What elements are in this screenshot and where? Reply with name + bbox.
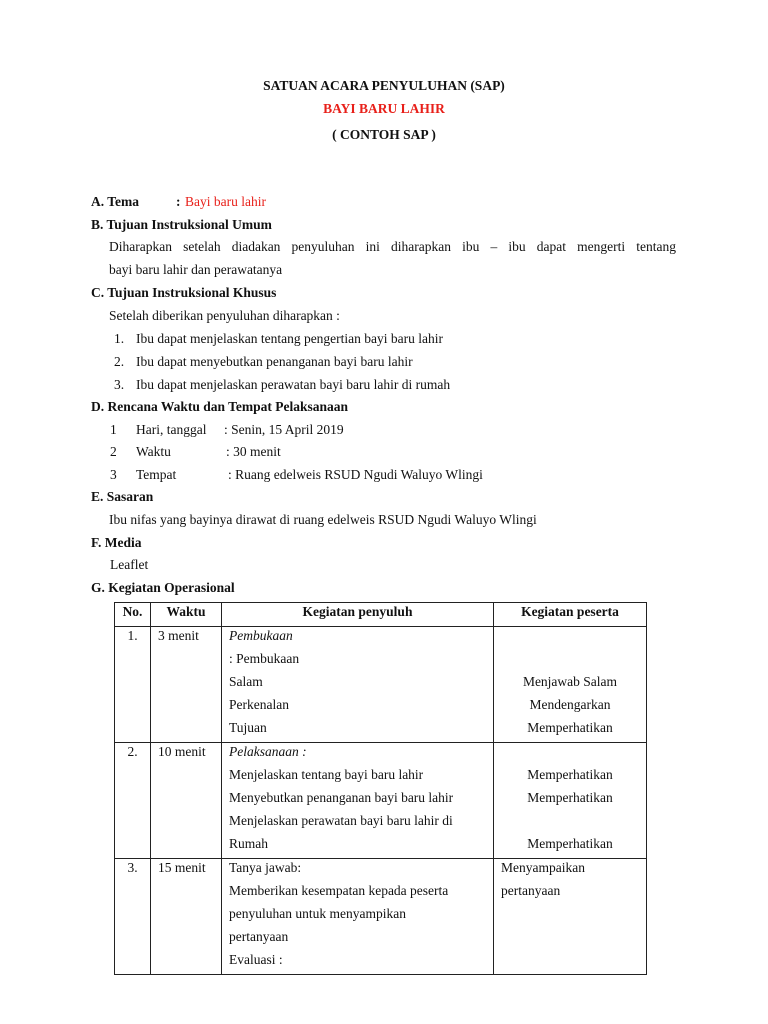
section-d-item-key: Tempat xyxy=(136,467,177,482)
section-d-label: D. Rencana Waktu dan Tempat Pelaksanaan xyxy=(91,399,349,414)
row-waktu: 3 menit xyxy=(158,628,199,643)
table-row xyxy=(115,627,647,743)
peserta-line xyxy=(494,743,646,766)
peserta-line: Menjawab Salam xyxy=(522,674,618,689)
section-c-item-num: 3. xyxy=(114,377,125,392)
section-c-item-text: Ibu dapat menjelaskan tentang pengertian bayi baru lahir xyxy=(136,331,444,346)
peserta-line xyxy=(501,928,646,951)
section-c-item-num: 1. xyxy=(114,331,125,346)
operational-activity-table xyxy=(114,602,647,975)
section-d-item-value: : Senin, 15 April 2019 xyxy=(224,422,344,437)
row-waktu: 10 menit xyxy=(158,744,206,759)
document-note: ( CONTOH SAP ) xyxy=(332,127,436,142)
peserta-line: Memperhatikan xyxy=(527,767,613,782)
row-no: 2. xyxy=(127,744,138,759)
section-c-intro: Setelah diberikan penyuluhan diharapkan : xyxy=(109,308,340,323)
section-a-colon: : xyxy=(176,194,181,209)
table-header-waktu: Waktu xyxy=(151,603,222,627)
penyuluh-line: pertanyaan xyxy=(229,929,289,944)
section-a-value: Bayi baru lahir xyxy=(185,194,266,209)
table-header-row xyxy=(115,603,647,627)
penyuluh-line: Menyebutkan penanganan bayi baru lahir xyxy=(229,790,454,805)
peserta-line: Memperhatikan xyxy=(527,790,613,805)
peserta-line: Mendengarkan xyxy=(529,697,611,712)
table-row xyxy=(115,743,647,859)
row-waktu-cell xyxy=(151,627,222,743)
row-penyuluh-cell xyxy=(222,859,494,975)
section-c-item-num: 2. xyxy=(114,354,125,369)
section-d-item-value: : 30 menit xyxy=(226,444,281,459)
row-no-cell xyxy=(115,859,151,975)
peserta-line: pertanyaan xyxy=(501,883,561,898)
table-header-no: No. xyxy=(115,603,151,627)
penyuluh-line: Rumah xyxy=(229,836,268,851)
section-f-text: Leaflet xyxy=(110,557,149,572)
row-penyuluh-cell xyxy=(222,743,494,859)
section-d-item-key: Hari, tanggal xyxy=(136,422,207,437)
peserta-line xyxy=(494,812,646,835)
penyuluh-line: Salam xyxy=(229,674,263,689)
section-a-label: A. Tema xyxy=(91,194,140,209)
peserta-line xyxy=(501,951,646,974)
peserta-line: Menyampaikan xyxy=(501,860,585,875)
peserta-line: Memperhatikan xyxy=(527,836,613,851)
row-waktu-cell xyxy=(151,859,222,975)
table-header-kegiatan-penyuluh: Kegiatan penyuluh xyxy=(222,603,494,627)
row-peserta-cell xyxy=(494,627,647,743)
penyuluh-line: Evaluasi : xyxy=(229,952,283,967)
section-e-text: Ibu nifas yang bayinya dirawat di ruang edelweis RSUD Ngudi Waluyo Wlingi xyxy=(109,512,537,527)
row-penyuluh-cell xyxy=(222,627,494,743)
row-peserta-cell xyxy=(494,859,647,975)
section-b-line1: Diharapkan setelah diadakan penyuluhan ini diharapkan ibu – ibu dapat mengerti tentang xyxy=(109,239,676,254)
section-b-line2: bayi baru lahir dan perawatanya xyxy=(109,262,283,277)
penyuluh-line: Perkenalan xyxy=(229,697,289,712)
section-e-label: E. Sasaran xyxy=(91,489,154,504)
document-subtitle: BAYI BARU LAHIR xyxy=(323,101,445,116)
document-title: SATUAN ACARA PENYULUHAN (SAP) xyxy=(263,78,505,93)
section-g-label: G. Kegiatan Operasional xyxy=(91,580,235,595)
section-d-item-value: : Ruang edelweis RSUD Ngudi Waluyo Wlingi xyxy=(228,467,483,482)
section-d-item-key: Waktu xyxy=(136,444,171,459)
section-d-item-num: 3 xyxy=(110,467,117,482)
section-d-item-num: 1 xyxy=(110,422,117,437)
section-f-label: F. Media xyxy=(91,535,142,550)
section-c-label: C. Tujuan Instruksional Khusus xyxy=(91,285,277,300)
penyuluh-line: Menjelaskan tentang bayi baru lahir xyxy=(229,767,424,782)
penyuluh-line: Tujuan xyxy=(229,720,267,735)
row-no: 3. xyxy=(127,860,138,875)
peserta-line xyxy=(494,627,646,650)
peserta-line xyxy=(494,650,646,673)
row-no: 1. xyxy=(127,628,138,643)
peserta-line xyxy=(501,905,646,928)
row-waktu-cell xyxy=(151,743,222,859)
penyuluh-line: Pelaksanaan : xyxy=(229,744,307,759)
section-d-item-num: 2 xyxy=(110,444,117,459)
section-c-item-text: Ibu dapat menjelaskan perawatan bayi baru lahir di rumah xyxy=(136,377,451,392)
row-peserta-cell xyxy=(494,743,647,859)
penyuluh-line: penyuluhan untuk menyampikan xyxy=(229,906,406,921)
row-waktu: 15 menit xyxy=(158,860,206,875)
row-no-cell xyxy=(115,743,151,859)
table-header-kegiatan-peserta: Kegiatan peserta xyxy=(494,603,647,627)
penyuluh-line: Tanya jawab: xyxy=(229,860,302,875)
penyuluh-line: Memberikan kesempatan kepada peserta xyxy=(229,883,449,898)
penyuluh-line: Menjelaskan perawatan bayi baru lahir di xyxy=(229,813,453,828)
penyuluh-line: Pembukaan xyxy=(229,628,293,643)
penyuluh-line: : Pembukaan xyxy=(229,651,300,666)
table-row xyxy=(115,859,647,975)
row-no-cell xyxy=(115,627,151,743)
section-c-item-text: Ibu dapat menyebutkan penanganan bayi baru lahir xyxy=(136,354,413,369)
peserta-line: Memperhatikan xyxy=(527,720,613,735)
section-b-label: B. Tujuan Instruksional Umum xyxy=(91,217,272,232)
